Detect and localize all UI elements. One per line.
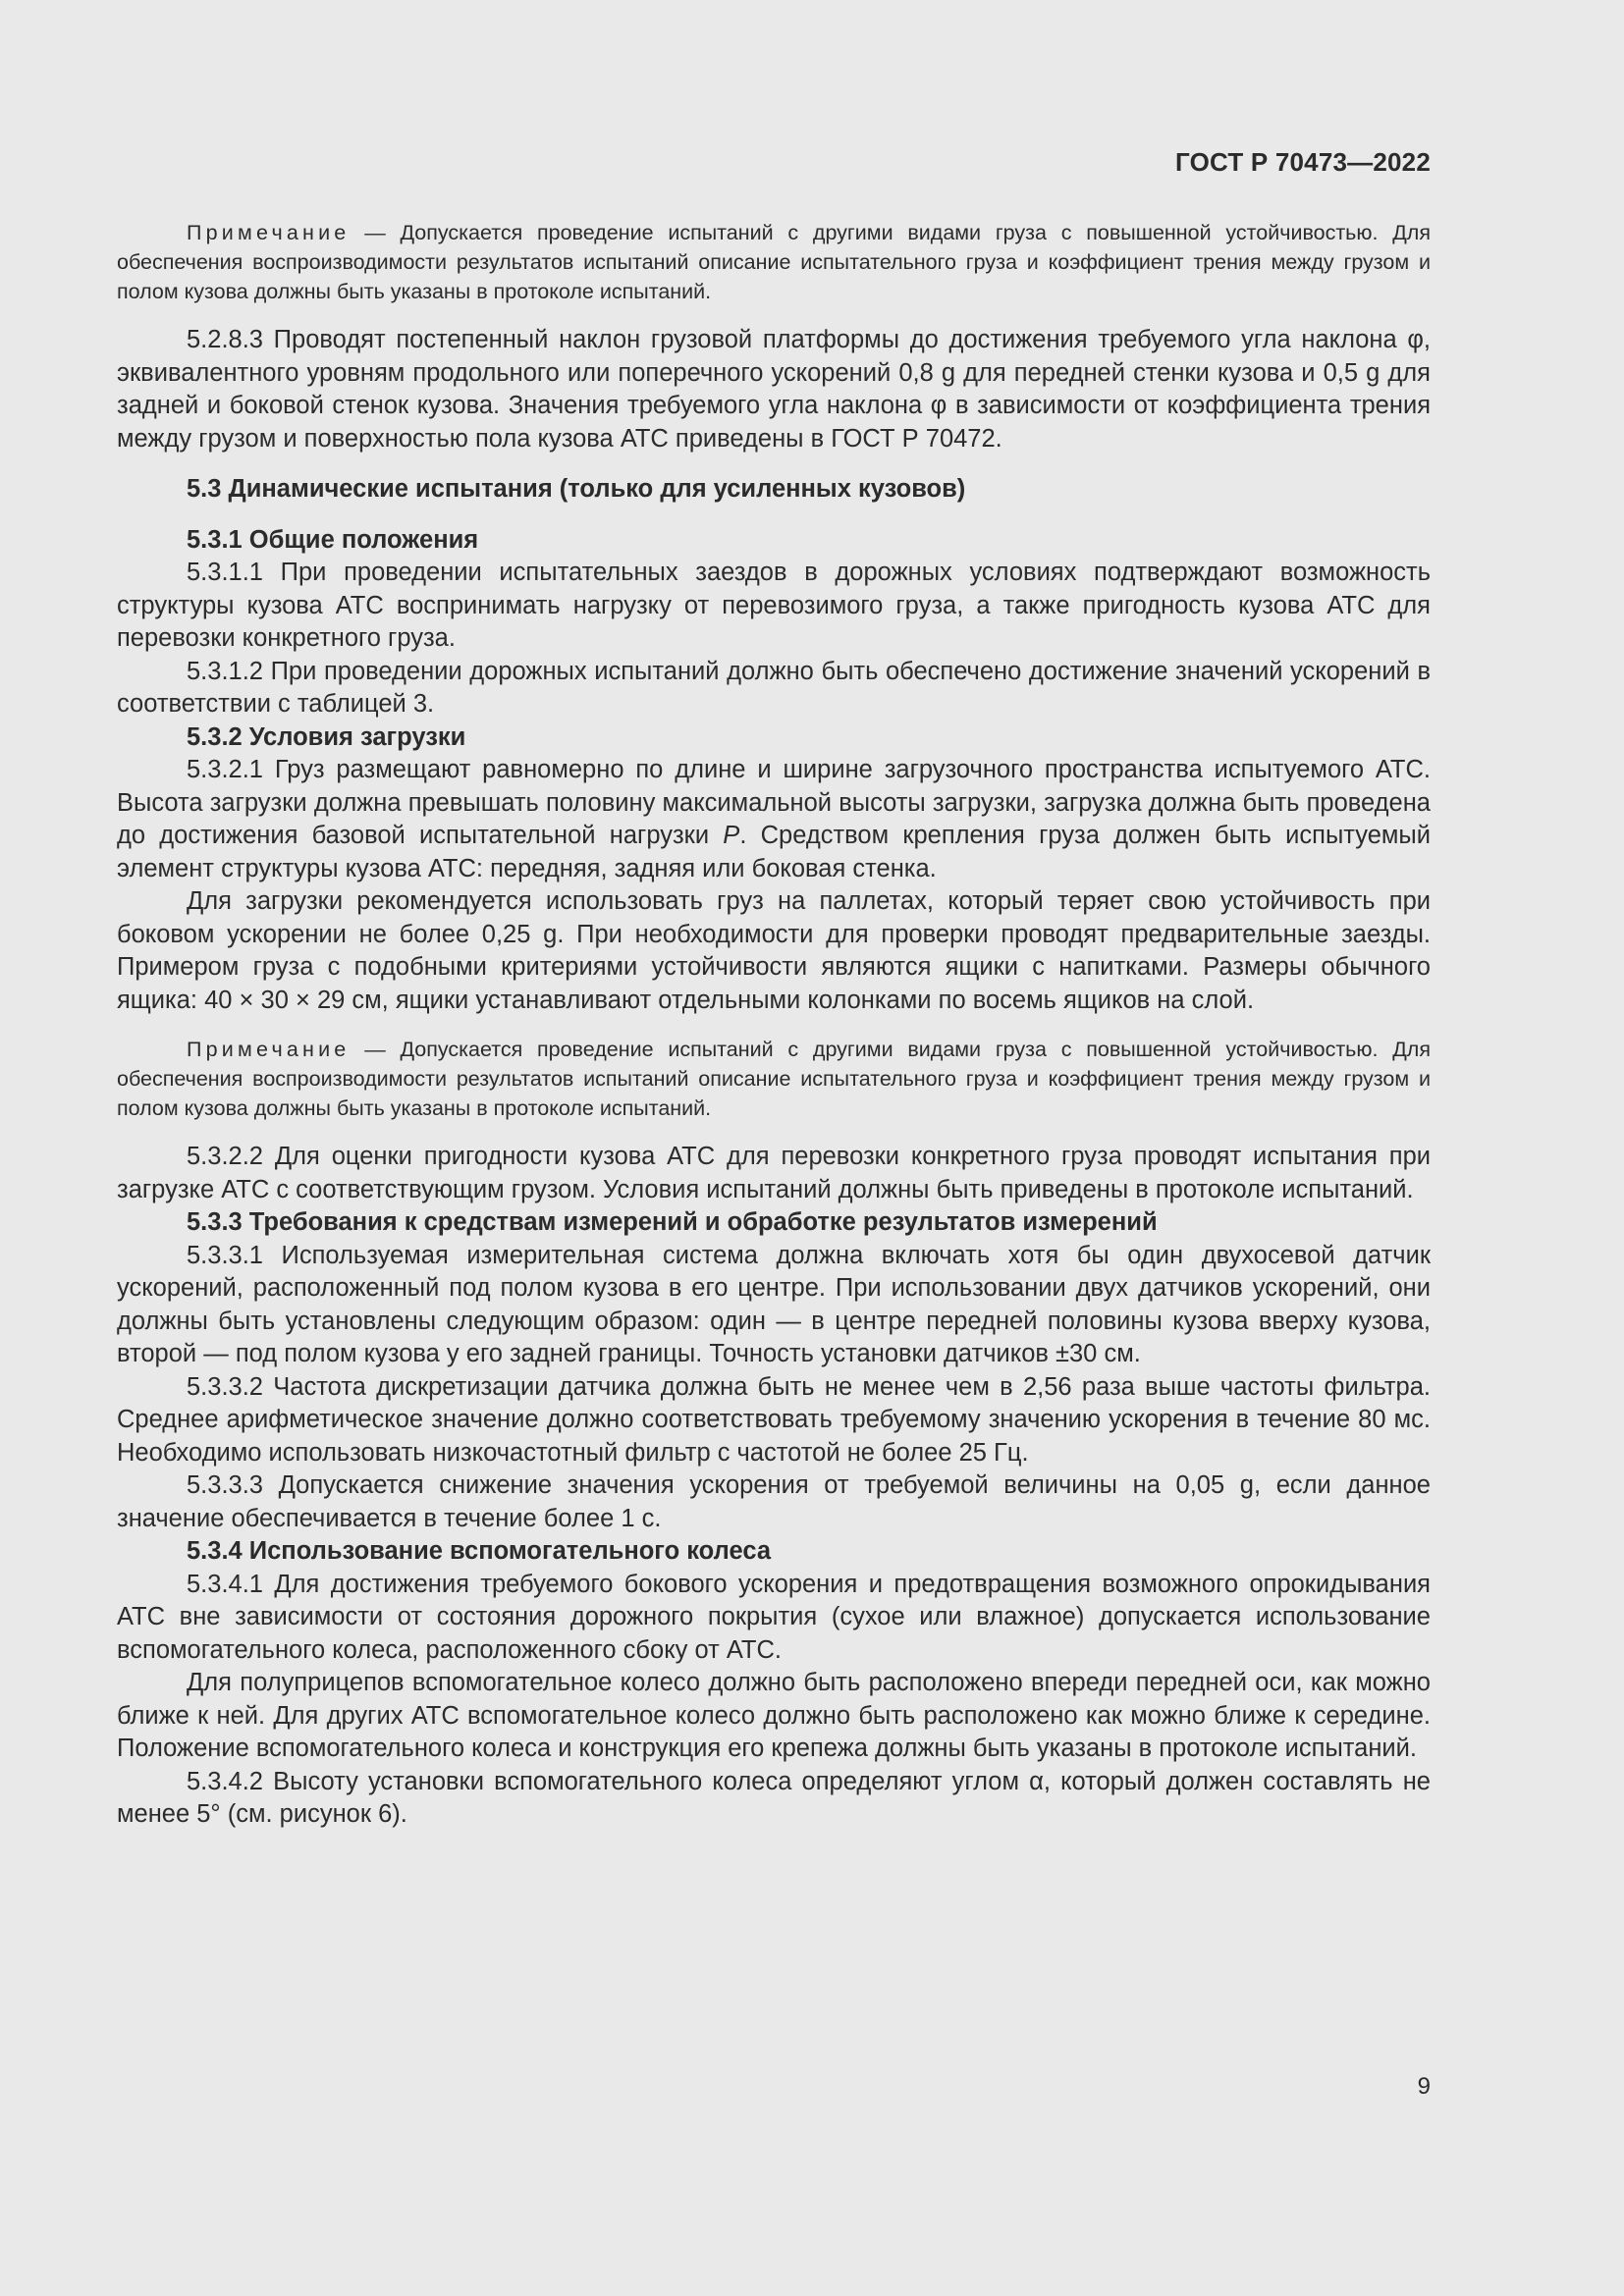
note-text: — Допускается проведение испытаний с другими видами груза с повышенной устойчивостью. Для обеспечения воспроизводимости результатов испытаний описание испытательного груза и коэффициент трения между грузом и полом кузова должны быть указаны в протоколе испытаний.	[117, 221, 1431, 303]
note-label: Примечание	[187, 1038, 351, 1061]
variable-p: P	[723, 822, 740, 849]
paragraph-5-3-1-2: 5.3.1.2 При проведении дорожных испытаний должно быть обеспечено достижение значений ускорений в соответствии с таблицей 3.	[117, 657, 1431, 718]
paragraph-5-3-2-2: 5.3.2.2 Для оценки пригодности кузова АТС для перевозки конкретного груза проводят испытания при загрузке АТС с соответствующим грузом. Условия испытаний должны быть приведены в протоколе испытаний.	[117, 1143, 1431, 1203]
note-label: Примечание	[187, 221, 351, 244]
paragraph-5-3-4-2: 5.3.4.2 Высоту установки вспомогательного колеса определяют углом α, который должен составлять не менее 5° (см. рисунок 6).	[117, 1767, 1431, 1828]
note-text: — Допускается проведение испытаний с другими видами груза с повышенной устойчивостью. Для обеспечения воспроизводимости результатов испытаний описание испытательного груза и коэффициент трения между грузом и полом кузова должны быть указаны в протоколе испытаний.	[117, 1038, 1431, 1120]
paragraph-5-3-4-1: 5.3.4.1 Для достижения требуемого бокового ускорения и предотвращения возможного опрокидывания АТС вне зависимости от состояния дорожного покрытия (сухое или влажное) допускается использование вспомогательного колеса, расположенного сбоку от АТС.	[117, 1570, 1431, 1664]
paragraph-5-2-8-3: 5.2.8.3 Проводят постепенный наклон грузовой платформы до достижения требуемого угла наклона φ, эквивалентного уровням продольного или поперечного ускорений 0,8 g для передней стенки кузова и 0,5 g для задней и боковой стенок кузова. Значения требуемого угла наклона φ в зависимости от коэффициента трения между грузом и поверхностью пола кузова АТС приведены в ГОСТ Р 70472.	[117, 326, 1431, 453]
document-body	[117, 218, 1431, 1832]
page-number: 9	[1417, 2073, 1431, 2100]
paragraph-5-3-3-1: 5.3.3.1 Используемая измерительная система должна включать хотя бы один двухосевой датчик ускорений, расположенный под полом кузова в его центре. При использовании двух датчиков ускорений, они должны быть установлены следующим образом: один — в центре передней половины кузова вверху кузова, второй — под полом кузова у его задней границы. Точность установки датчиков ±30 см.	[117, 1241, 1431, 1367]
paragraph-5-3-3-2: 5.3.3.2 Частота дискретизации датчика должна быть не менее чем в 2,56 раза выше частоты фильтра. Среднее арифметическое значение должно соответствовать требуемому значению ускорения в течение 80 мс. Необходимо использовать низкочастотный фильтр с частотой не более 25 Гц.	[117, 1372, 1431, 1467]
note-paragraph-2	[117, 1035, 1431, 1123]
paragraph-5-3-2-1: 5.3.2.1 Груз размещают равномерно по длине и ширине загрузочного пространства испытуемого АТС. Высота загрузки должна превышать половину максимальной высоты загрузки, загрузка должна быть проведена до достижения базовой испытательной нагрузки P. Средством крепления груза должен быть испытуемый элемент структуры кузова АТС: передняя, задняя или боковая стенка.	[117, 756, 1431, 882]
paragraph-semitrailer-wheel: Для полуприцепов вспомогательное колесо должно быть расположено впереди передней оси, как можно ближе к ней. Для других АТС вспомогательное колесо должно быть расположено как можно ближе к середине. Положение вспомогательного колеса и конструкция его крепежа должны быть указаны в протоколе испытаний.	[117, 1669, 1431, 1762]
paragraph-5-3-1-1: 5.3.1.1 При проведении испытательных заездов в дорожных условиях подтверждают возможность структуры кузова АТС воспринимать нагрузку от перевозимого груза, а также пригодность кузова АТС для перевозки конкретного груза.	[117, 559, 1431, 652]
heading-5-3-2: 5.3.2 Условия загрузки	[187, 722, 466, 751]
heading-5-3: 5.3 Динамические испытания (только для усиленных кузовов)	[187, 475, 966, 503]
paragraph-5-3-3-3: 5.3.3.3 Допускается снижение значения ускорения от требуемой величины на 0,05 g, если данное значение обеспечивается в течение более 1 с.	[117, 1471, 1431, 1532]
note-paragraph	[117, 218, 1431, 306]
heading-5-3-4: 5.3.4 Использование вспомогательного колеса	[187, 1537, 772, 1565]
heading-5-3-3: 5.3.3 Требования к средствам измерений и обработке результатов измерений	[187, 1208, 1158, 1236]
paragraph-pallet-loading: Для загрузки рекомендуется использовать груз на паллетах, который теряет свою устойчивость при боковом ускорении не более 0,25 g. При необходимости для проверки проводят предварительные заезды. Примером груза с подобными критериями устойчивости являются ящики с напитками. Размеры обычного ящика: 40 × 30 × 29 см, ящики устанавливают отдельными колонками по восемь ящиков на слой.	[117, 887, 1431, 1014]
document-code-header: ГОСТ Р 70473—2022	[1175, 147, 1431, 177]
heading-5-3-1: 5.3.1 Общие положения	[187, 525, 479, 554]
